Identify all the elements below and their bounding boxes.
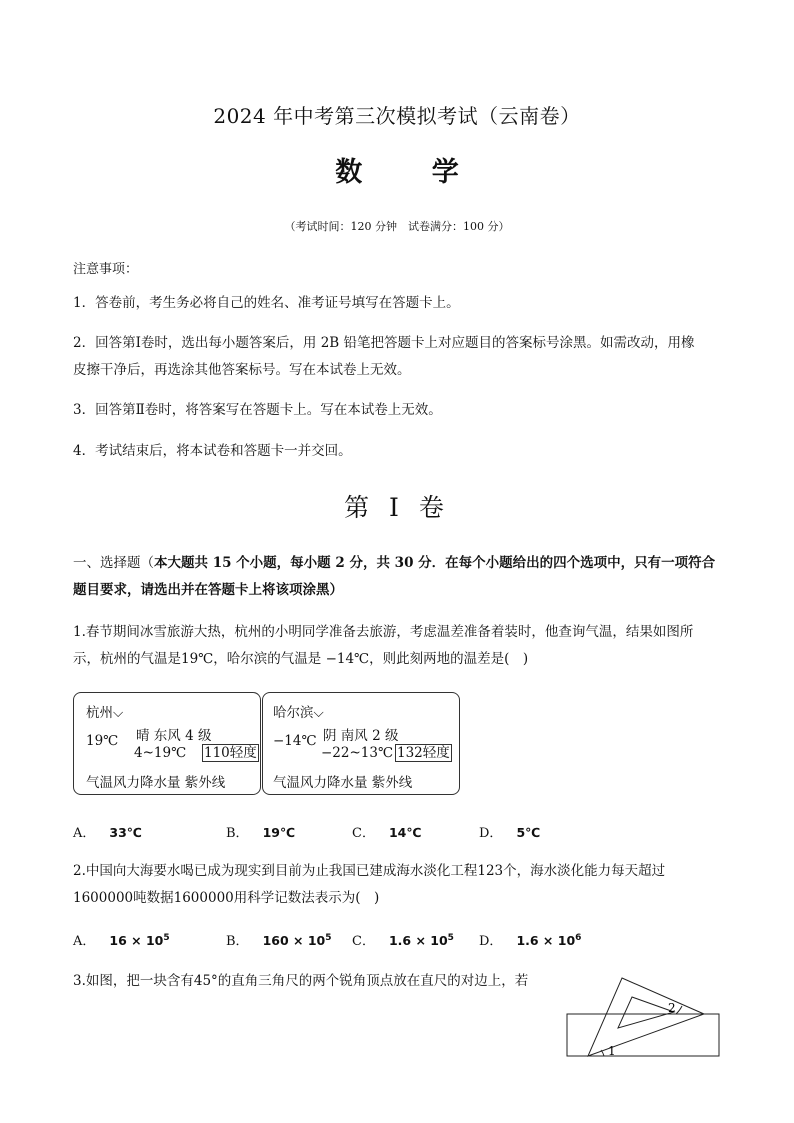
exam-title: 2024 年中考第三次模拟考试（云南卷） [213, 104, 581, 128]
city-name: 哈尔滨⌵ [273, 705, 324, 721]
q2-line1: 2.中国向大海要水喝已成为现实到目前为止我国已建成海水淡化工程123个，海水淡化能力每天超过 [73, 863, 666, 879]
ruler-shape [567, 1014, 719, 1056]
weather-desc: 阴 南风 2 级 [323, 728, 399, 744]
q2-line2: 1600000吨数据1600000用科学记数法表示为( ) [73, 890, 380, 906]
weather-desc: 晴 东风 4 级 [136, 728, 212, 744]
ruler-triangle-figure [560, 972, 730, 1062]
notice-item-2-line2: 皮擦干净后，再选涂其他答案标号。写在本试卷上无效。 [73, 362, 411, 378]
weather-card-hangzhou [73, 692, 261, 795]
weather-card-harbin [262, 692, 460, 795]
exam-meta: （考试时间：120 分钟 试卷满分：100 分） [284, 220, 510, 233]
subject-title: 数 学 [335, 157, 489, 188]
angle-1-label: 1 [608, 1044, 616, 1058]
notice-item-4: 4．考试结束后，将本试卷和答题卡一并交回。 [73, 443, 352, 459]
section1-intro: 一、选择题（本大题共 15 个小题，每小题 2 分，共 30 分．在每个小题给出的四个选项中，只有一项符合 [73, 555, 716, 571]
q1-line2: 示，杭州的气温是19℃，哈尔滨的气温是 −14℃，则此刻两地的温差是( ) [73, 651, 529, 667]
volume-title: 第 I 卷 [344, 493, 450, 522]
q1-option-d: D． 5℃ [479, 825, 541, 841]
notice-item-3: 3．回答第Ⅱ卷时，将答案写在答题卡上。写在本试卷上无效。 [73, 402, 442, 418]
q1-option-c: C． 14℃ [352, 825, 422, 841]
notice-item-1: 1．答卷前，考生务必将自己的姓名、准考证号填写在答题卡上。 [73, 295, 460, 311]
aqi-badge: 132轻度 [397, 745, 450, 761]
card-footer: 气温风力降水量 紫外线 [273, 775, 413, 791]
aqi-badge: 110轻度 [204, 745, 257, 761]
q1-option-b: B． 19℃ [226, 825, 296, 841]
q1-option-a: A． 33℃ [73, 825, 142, 841]
section1-intro-line2: 题目要求，请选出并在答题卡上将该项涂黑） [73, 582, 343, 598]
temp-range: 4~19℃ [134, 745, 187, 761]
q2-option-a: A． $16 \times 10^5$ [73, 932, 170, 949]
angle-2-arc [676, 1006, 682, 1014]
triangle-inner [618, 997, 674, 1028]
notice-heading: 注意事项： [73, 262, 139, 277]
current-temp: −14℃ [273, 733, 317, 749]
angle-2-label: 2 [668, 1001, 676, 1015]
q2-option-c: C． $1.6 \times 10^5$ [352, 932, 454, 949]
current-temp: 19℃ [86, 733, 119, 749]
notice-item-2-line1: 2．回答第Ⅰ卷时，选出每小题答案后，用 2B 铅笔把答题卡上对应题目的答案标号涂黑。如需改动，用橡 [73, 335, 695, 351]
q1-line1: 1.春节期间冰雪旅游大热，杭州的小明同学准备去旅游，考虑温差准备着装时，他查询气温，结果如图所 [73, 624, 694, 640]
q2-option-d: D． $1.6 \times 10^6$ [479, 932, 582, 949]
q3-line1: 3.如图，把一块含有45°的直角三角尺的两个锐角顶点放在直尺的对边上，若 [73, 973, 529, 989]
city-name: 杭州⌵ [86, 705, 124, 721]
temp-range: −22~13℃ [321, 745, 394, 761]
q2-option-b: B． $160 \times 10^5$ [226, 932, 332, 949]
triangle-outer [588, 978, 704, 1056]
card-footer: 气温风力降水量 紫外线 [86, 775, 226, 791]
